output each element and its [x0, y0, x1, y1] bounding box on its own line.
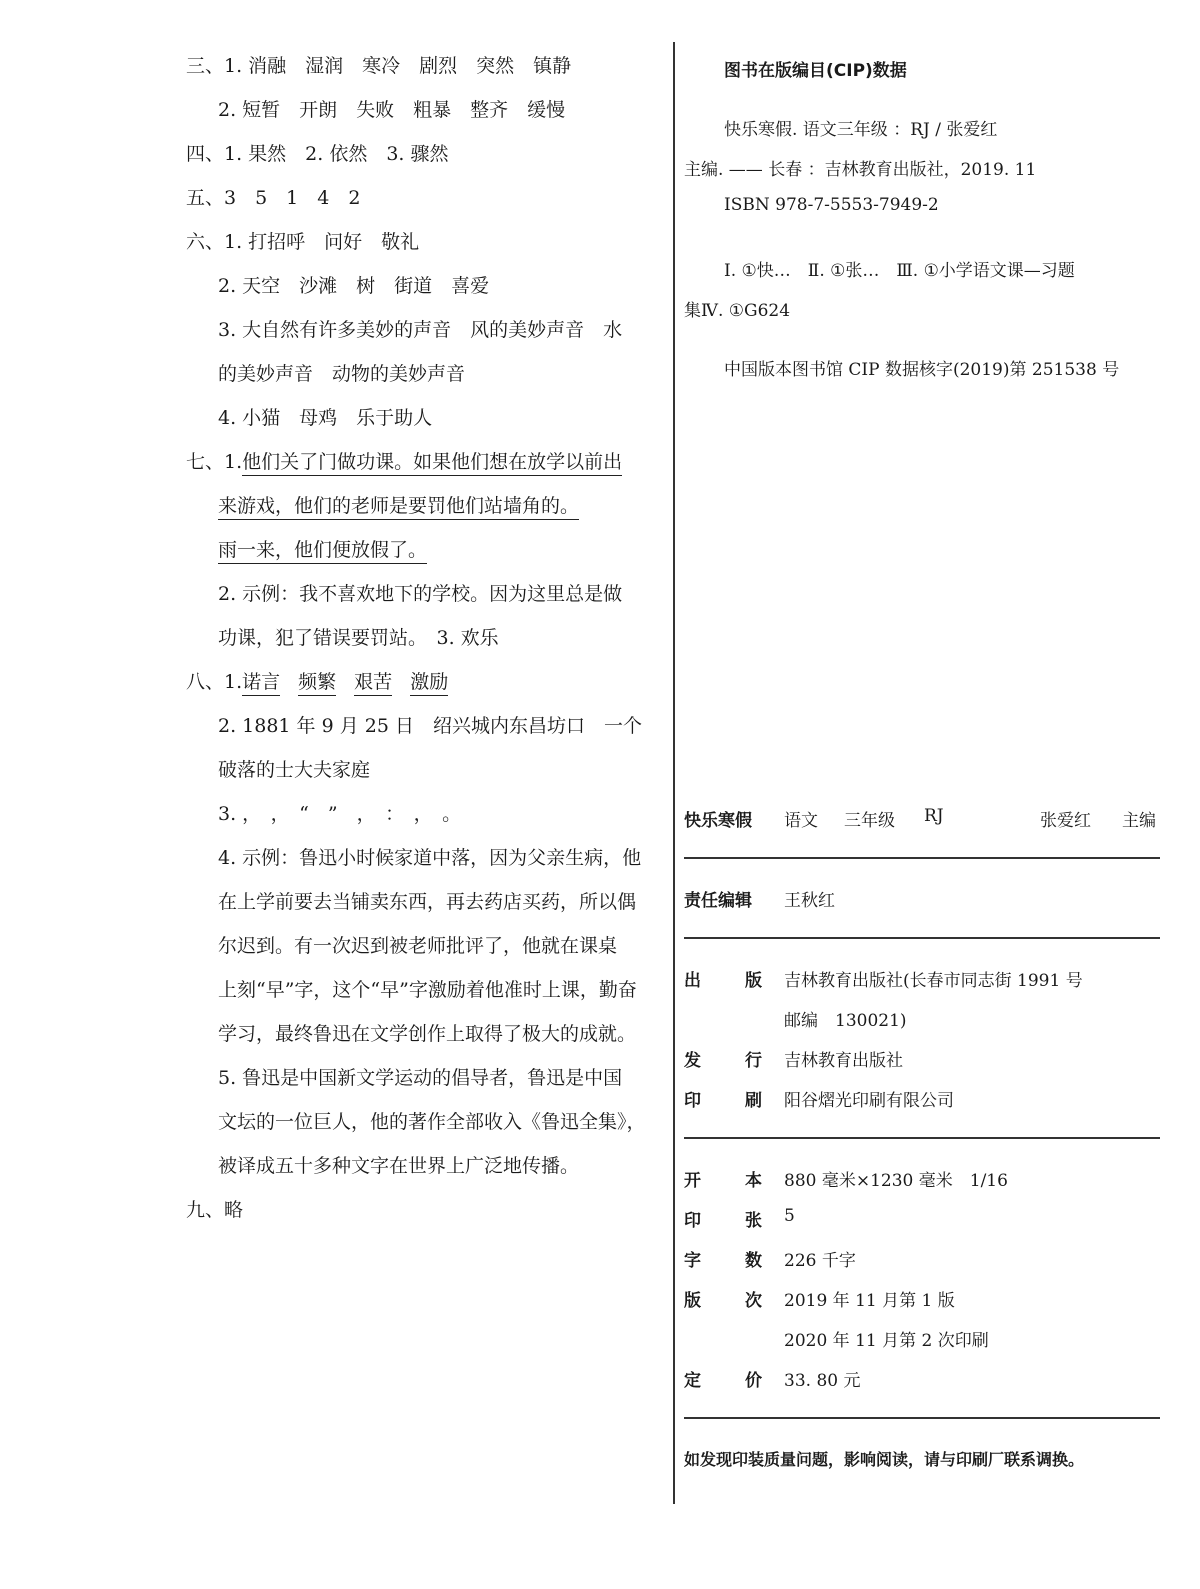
- section-8-line-12: 被译成五十多种文字在世界上广泛地传播。: [218, 1155, 580, 1177]
- section-6-line-2: 2. 天空 沙滩 树 街道 喜爱: [218, 275, 490, 297]
- column-divider: [673, 42, 675, 1504]
- section-8-line-1: [186, 660, 448, 704]
- section-6-line-4: 的美妙声音 动物的美妙声音: [218, 363, 466, 385]
- section-8-line-6: 在上学前要去当铺卖东西，再去药店买药，所以偶: [218, 891, 637, 913]
- responsible-editor: 王秋红: [784, 891, 835, 911]
- word-count: 226 千字: [784, 1251, 856, 1271]
- section-6-line-3: 3. 大自然有许多美妙的声音 风的美妙声音 水: [218, 319, 623, 341]
- section-8-line-9: 学习，最终鲁迅在文学创作上取得了极大的成就。: [218, 1023, 637, 1045]
- underlined-word: 艰苦: [354, 671, 392, 696]
- underlined-answer: 雨一来，他们便放假了。: [218, 539, 427, 564]
- publisher-label: 出 版: [684, 971, 762, 991]
- section-8-line-10: 5. 鲁迅是中国新文学运动的倡导者，鲁迅是中国: [218, 1067, 623, 1089]
- book-title: 快乐寒假: [684, 811, 752, 831]
- underlined-answer: 来游戏，他们的老师是要罚他们站墙角的。: [218, 495, 579, 520]
- divider: [684, 937, 1160, 939]
- cip-line-1: 快乐寒假. 语文三年级 ：RJ / 张爱红: [724, 120, 998, 140]
- section-5: 五、3 5 1 4 2: [186, 187, 361, 209]
- distributor-label: 发 行: [684, 1051, 762, 1071]
- grade: 三年级: [844, 811, 895, 831]
- responsible-editor-label: 责任编辑: [684, 891, 752, 911]
- edition: 2019 年 11 月第 1 版: [784, 1291, 955, 1311]
- cip-title: 图书在版编目(CIP)数据: [724, 61, 907, 81]
- cip-number: 中国版本图书馆 CIP 数据核字(2019)第 251538 号: [724, 360, 1120, 380]
- section-7-line-1: [186, 440, 622, 484]
- divider: [684, 1417, 1160, 1419]
- divider: [684, 1137, 1160, 1139]
- printer: 阳谷熠光印刷有限公司: [784, 1091, 954, 1111]
- printing: 2020 年 11 月第 2 次印刷: [784, 1331, 989, 1351]
- printer-label: 印 刷: [684, 1091, 762, 1111]
- section-6-line-5: 4. 小猫 母鸡 乐于助人: [218, 407, 433, 429]
- quality-notice: 如发现印装质量问题，影响阅读，请与印刷厂联系调换。: [684, 1450, 1085, 1469]
- underlined-word: 频繁: [298, 671, 336, 696]
- distributor: 吉林教育出版社: [784, 1051, 903, 1071]
- cip-isbn: ISBN 978-7-5553-7949-2: [724, 195, 939, 215]
- section-8-line-2: 2. 1881 年 9 月 25 日 绍兴城内东昌坊口 一个: [218, 715, 642, 737]
- cip-line-4: Ⅰ. ①快… Ⅱ. ①张… Ⅲ. ①小学语文课—习题: [724, 261, 1075, 281]
- section-3-line-1: 三、1. 消融 湿润 寒冷 剧烈 突然 镇静: [186, 55, 572, 77]
- price-label: 定 价: [684, 1371, 762, 1391]
- edition-code: RJ: [924, 806, 944, 826]
- section-7-line-5: 功课，犯了错误要罚站。 3. 欢乐: [218, 627, 499, 649]
- section-7-line-2: [218, 484, 579, 528]
- cip-line-2: 主编. —— 长春 ：吉林教育出版社，2019. 11: [684, 160, 1037, 180]
- underlined-answer: 他们关了门做功课。如果他们想在放学以前出: [242, 451, 622, 476]
- section-7-line-4: 2. 示例：我不喜欢地下的学校。因为这里总是做: [218, 583, 623, 605]
- sheets-label: 印 张: [684, 1211, 762, 1231]
- editor-role: 主编: [1122, 811, 1156, 831]
- section-8-line-4: 3. ， ， “ ” ， ： ， 。: [218, 803, 462, 825]
- subject: 语文: [784, 811, 818, 831]
- section-7-prefix: 七、1.: [186, 451, 243, 473]
- format: 880 毫米×1230 毫米 1/16: [784, 1171, 1008, 1191]
- section-8-line-7: 尔迟到。有一次迟到被老师批评了，他就在课桌: [218, 935, 618, 957]
- section-9: 九、略: [186, 1199, 244, 1221]
- section-4: 四、1. 果然 2. 依然 3. 骤然: [186, 143, 449, 165]
- section-8-line-3: 破落的士大夫家庭: [218, 759, 371, 781]
- underlined-word: 诺言: [242, 671, 280, 696]
- section-6-line-1: 六、1. 打招呼 问好 敬礼: [186, 231, 420, 253]
- editor-name: 张爱红: [1040, 811, 1091, 831]
- section-3-line-2: 2. 短暂 开朗 失败 粗暴 整齐 缓慢: [218, 99, 566, 121]
- format-label: 开 本: [684, 1171, 762, 1191]
- cip-line-5: 集Ⅳ. ①G624: [684, 301, 791, 321]
- sheets: 5: [784, 1206, 795, 1226]
- edition-label: 版 次: [684, 1291, 762, 1311]
- word-count-label: 字 数: [684, 1251, 762, 1271]
- section-7-line-3: [218, 528, 427, 572]
- section-8-line-5: 4. 示例：鲁迅小时候家道中落，因为父亲生病，他: [218, 847, 642, 869]
- publisher: 吉林教育出版社(长春市同志街 1991 号: [784, 971, 1083, 991]
- underlined-word: 激励: [410, 671, 448, 696]
- publisher-postcode: 邮编 130021): [784, 1011, 907, 1031]
- section-8-prefix: 八、1.: [186, 671, 243, 693]
- section-8-line-11: 文坛的一位巨人，他的著作全部收入《鲁迅全集》，: [218, 1111, 646, 1133]
- section-8-line-8: 上刻“早”字，这个“早”字激励着他准时上课，勤奋: [218, 979, 637, 1001]
- price: 33. 80 元: [784, 1371, 861, 1391]
- divider: [684, 857, 1160, 859]
